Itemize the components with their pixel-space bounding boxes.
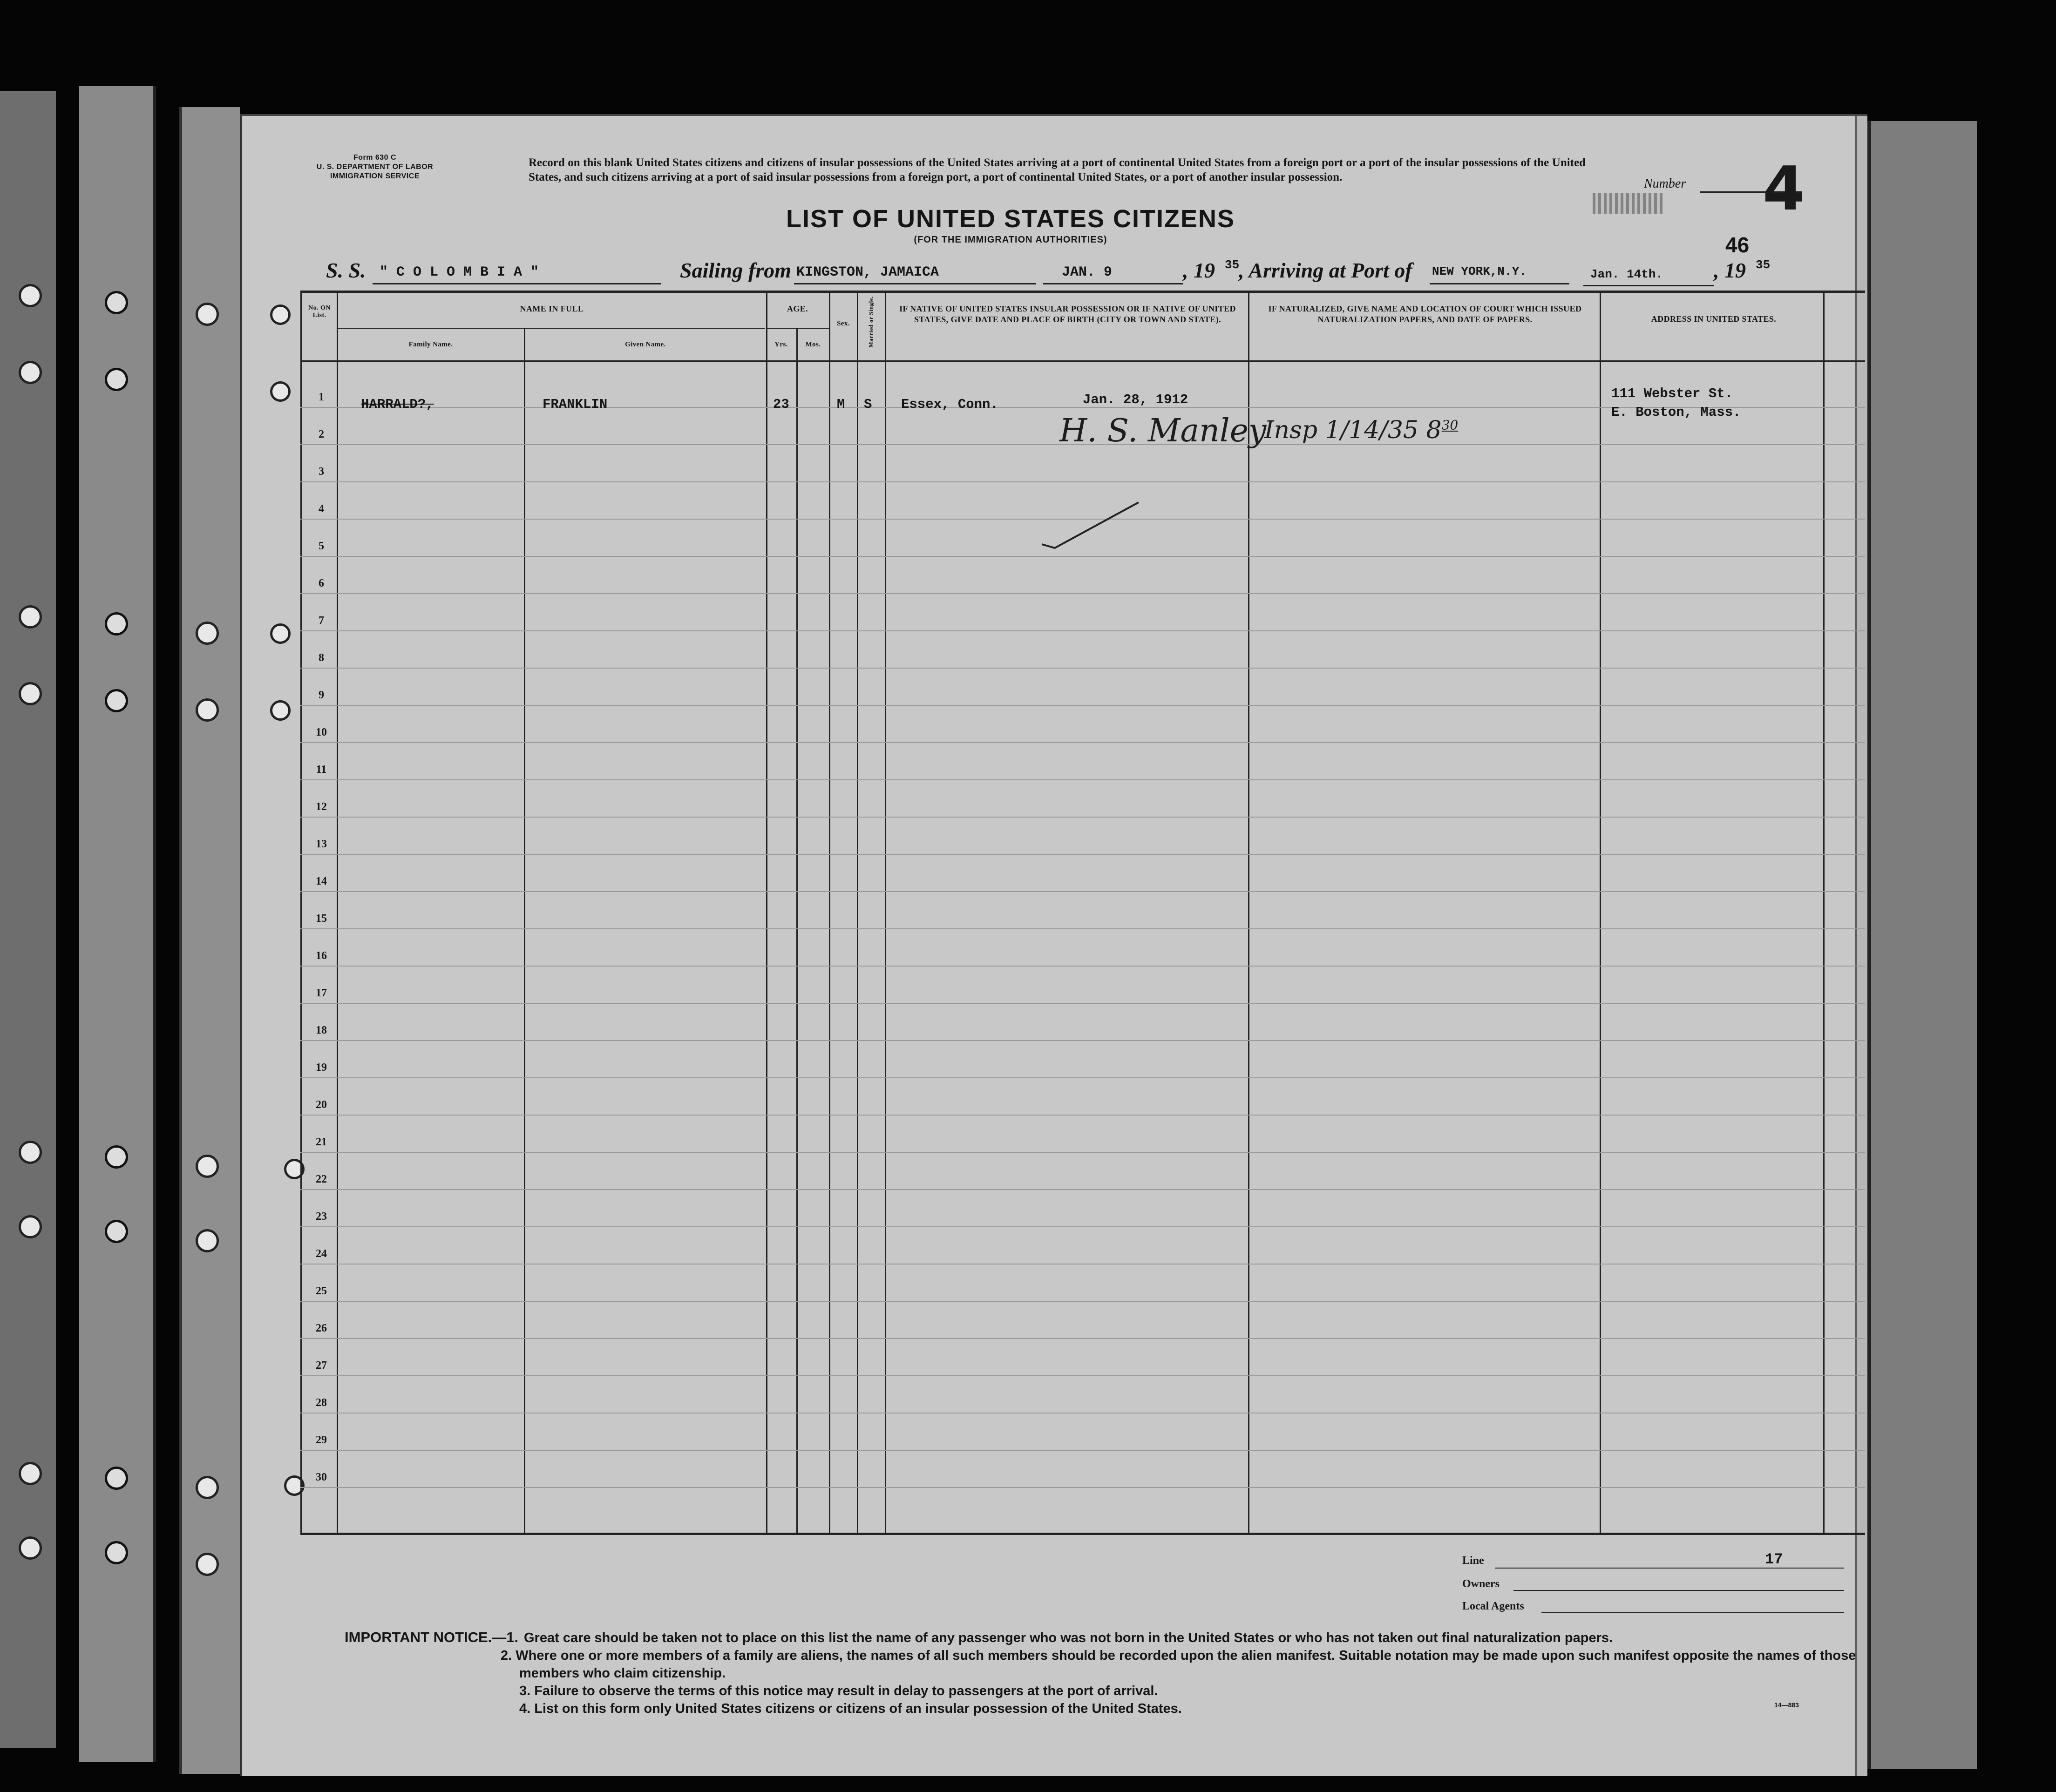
arrival-date-underline [1583, 285, 1714, 286]
punch-hole [270, 304, 291, 325]
row-number: 27 [316, 1359, 327, 1372]
punch-hole [270, 623, 291, 644]
header-family-name: Family Name. [408, 341, 453, 348]
header-sex: Sex. [837, 320, 850, 327]
punch-hole [105, 1220, 128, 1243]
row-rule [300, 1003, 1865, 1004]
punch-hole [196, 698, 219, 722]
department-name: U. S. DEPARTMENT OF LABOR [316, 163, 434, 171]
arrival-year: 35 [1756, 258, 1771, 272]
row-number: 26 [316, 1322, 327, 1334]
entry-given-name: FRANKLIN [543, 397, 608, 412]
voyage-line [242, 258, 1853, 286]
sail-year: 35 [1225, 258, 1240, 272]
header-age: AGE. [787, 304, 808, 313]
row-rule [300, 668, 1865, 669]
number-label: Number [1644, 176, 1686, 191]
sailing-label: Sailing from [680, 258, 792, 282]
header-yrs: Yrs. [774, 341, 788, 348]
inspector-signature: H. S. Manley [1059, 412, 1267, 449]
row-number: 11 [316, 764, 327, 776]
row-number: 21 [316, 1136, 327, 1148]
punch-hole [19, 361, 42, 384]
entry-sex: M [837, 397, 845, 412]
footer-owners-field [1462, 1578, 1500, 1590]
entry-birthplace: Essex, Conn. [901, 397, 998, 412]
punch-hole [19, 1536, 42, 1560]
col-divider [796, 328, 798, 1533]
row-rule [300, 1338, 1865, 1339]
sail-date: JAN. 9 [1062, 264, 1113, 280]
row-number: 9 [319, 689, 324, 701]
row-number: 2 [319, 428, 324, 440]
arrival-date: Jan. 14th. [1590, 267, 1663, 281]
line-value: 17 [1765, 1551, 1783, 1568]
col-divider [337, 291, 338, 1533]
binder-strip-left [0, 91, 56, 1748]
row-number: 22 [316, 1173, 327, 1185]
entry-birthdate: Jan. 28, 1912 [1083, 392, 1188, 407]
punch-hole [105, 1145, 128, 1169]
row-rule [300, 742, 1865, 743]
notice-heading: IMPORTANT NOTICE.—1. [345, 1629, 519, 1645]
row-number: 6 [319, 577, 324, 589]
punch-hole [19, 284, 42, 307]
row-rule [300, 630, 1865, 631]
owners-label: Owners [1462, 1578, 1500, 1590]
punch-hole [105, 612, 128, 636]
row-number: 5 [319, 540, 324, 552]
line-label: Line [1462, 1555, 1484, 1567]
row-rule [300, 481, 1865, 482]
row-number: 8 [319, 652, 324, 664]
entry-address-line1: 111 Webster St. [1611, 386, 1733, 401]
row-number: 23 [316, 1210, 327, 1223]
header-name-in-full: NAME IN FULL [520, 304, 584, 313]
number-handwritten: 4 [1763, 153, 1805, 224]
punch-hole [196, 1476, 219, 1499]
row-number: 7 [319, 615, 324, 627]
row-rule [300, 1040, 1865, 1041]
header-address: ADDRESS IN UNITED STATES. [1651, 314, 1777, 324]
punch-hole [270, 700, 291, 721]
header-married-single: Married or Single. [867, 296, 875, 348]
manifest-sheet [240, 114, 1867, 1776]
row-rule [300, 1264, 1865, 1265]
table-bottom-rule [300, 1533, 1865, 1535]
form-subtitle: (FOR THE IMMIGRATION AUTHORITIES) [914, 235, 1107, 245]
ship-name: " C O L O M B I A " [380, 264, 539, 280]
table-top-rule [300, 291, 1865, 293]
passenger-table [300, 291, 1865, 1538]
punch-hole [105, 368, 128, 391]
row-number: 29 [316, 1434, 327, 1446]
binder-strip-right [1867, 121, 1977, 1769]
arriving-label: , Arriving at Port of [1239, 258, 1412, 282]
footer-line-field [1462, 1555, 1484, 1567]
row-number: 30 [316, 1471, 327, 1483]
row-rule [300, 705, 1865, 706]
row-rule [300, 779, 1865, 780]
row-number: 17 [316, 987, 327, 999]
entry-address-line2: E. Boston, Mass. [1611, 405, 1741, 420]
row-number: 25 [316, 1285, 327, 1297]
notice-item-4: 4. List on this form only United States citizens or citizens of an insular possession of the United States. [519, 1701, 1182, 1716]
sailing-from: KINGSTON, JAMAICA [796, 264, 939, 280]
punch-hole [19, 1462, 42, 1485]
notice-item-2: 2. Where one or more members of a family are aliens, the names of all such members should be recorded upon the alien manifest. Suitable notation may be made upon such manifest opposite the names of those members who claim citizenship. [501, 1648, 1856, 1681]
row-number: 1 [319, 391, 324, 403]
owners-underline [1513, 1590, 1844, 1591]
binder-strip-middle [179, 107, 240, 1774]
punch-hole [196, 1155, 219, 1178]
sail-date-underline [1043, 283, 1183, 284]
row-number: 18 [316, 1024, 327, 1036]
form-title: LIST OF UNITED STATES CITIZENS [786, 205, 1235, 233]
row-rule [300, 1189, 1865, 1190]
row-rule [300, 1301, 1865, 1302]
row-rule [300, 1487, 1865, 1488]
col-divider [300, 291, 302, 1533]
row-rule [300, 1450, 1865, 1451]
punch-hole [105, 689, 128, 712]
ss-label: S. S. [326, 258, 366, 282]
row-number: 16 [316, 950, 327, 962]
punch-hole [19, 1141, 42, 1164]
punch-hole [196, 1229, 219, 1252]
col-divider [766, 291, 767, 1533]
row-number: 15 [316, 913, 327, 925]
inspector-note-text: Insp 1/14/35 8 [1264, 416, 1442, 444]
notice-item-3: 3. Failure to observe the terms of this notice may result in delay to passengers at the port of arrival. [519, 1684, 1158, 1698]
row-rule [300, 556, 1865, 557]
col-divider [829, 291, 830, 1533]
row-rule [300, 891, 1865, 892]
row-rule [300, 1115, 1865, 1116]
col-divider [524, 328, 525, 1533]
header-given-name: Given Name. [625, 341, 666, 348]
row-number: 3 [319, 466, 324, 478]
row-rule [300, 1226, 1865, 1227]
row-number: 20 [316, 1099, 327, 1111]
print-code: 14—883 [1774, 1701, 1799, 1709]
col-divider [1823, 291, 1825, 1533]
row-number: 24 [316, 1248, 327, 1260]
sailing-underline [794, 283, 1036, 284]
header-native-birth: IF NATIVE OF UNITED STATES INSULAR POSSESSION OR IF NATIVE OF UNITED STATES, GIVE DATE AND PLACE OF BIRTH (CITY OR TOWN AND STATE). [899, 304, 1236, 324]
row-number: 13 [316, 838, 327, 850]
entry-marital-status: S [864, 397, 872, 412]
row-number: 19 [316, 1062, 327, 1074]
agents-underline [1541, 1612, 1844, 1613]
service-name: IMMIGRATION SERVICE [330, 172, 420, 180]
punch-hole [105, 1541, 128, 1564]
row-number: 4 [319, 503, 324, 515]
port-underline [1430, 283, 1569, 284]
col-divider [1600, 291, 1601, 1533]
row-rule [300, 817, 1865, 818]
col-divider [885, 291, 886, 1533]
ship-underline [373, 283, 661, 284]
inspector-note [1264, 416, 1458, 444]
stamp-smudge [1593, 193, 1662, 214]
punch-hole [196, 303, 219, 326]
sail-year-prefix: , 19 [1183, 258, 1215, 282]
row-rule [300, 854, 1865, 855]
punch-hole [270, 381, 291, 402]
punch-hole [105, 291, 128, 314]
footer-agents-field [1462, 1600, 1524, 1613]
row-rule [300, 1077, 1865, 1078]
row-rule [300, 928, 1865, 929]
notice-list [501, 1629, 1860, 1718]
punch-hole [196, 622, 219, 645]
header-mos: Mos. [805, 341, 821, 348]
punch-hole [196, 1553, 219, 1576]
arrival-port: NEW YORK,N.Y. [1432, 264, 1527, 278]
row-rule [300, 593, 1865, 594]
inspector-note-superscript: 30 [1441, 417, 1459, 433]
form-instructions: Record on this blank United States citizens and citizens of insular possessions of the United States arriving at a port of continental United States from a foreign port or a port of the insular possessions of the United States, and such citizens arriving at a port of said insular possessions from a foreign port, a port of continental United States, or a port of another insular possession. [529, 156, 1586, 183]
stamp-number: 46 [1725, 233, 1750, 257]
entry-age-yrs: 23 [773, 397, 789, 412]
entry-family-name: HARRALD?, [361, 397, 434, 412]
header-bottom-rule [300, 360, 1865, 362]
col-divider [1248, 291, 1249, 1533]
col-divider [857, 291, 858, 1533]
row-number: 10 [316, 726, 327, 738]
header-naturalized: IF NATURALIZED, GIVE NAME AND LOCATION OF COURT WHICH ISSUED NATURALIZATION PAPERS, AND DATE OF PAPERS. [1268, 304, 1582, 324]
local-agents-label: Local Agents [1462, 1600, 1524, 1612]
binder-strip-left-inner [79, 86, 156, 1762]
row-number: 28 [316, 1397, 327, 1409]
punch-hole [19, 682, 42, 705]
punch-hole [105, 1467, 128, 1490]
row-number: 12 [316, 801, 327, 813]
name-subheader-rule [337, 328, 765, 329]
row-rule [300, 966, 1865, 967]
form-number: Form 630 C [353, 154, 397, 162]
form-identifier [307, 153, 442, 181]
notice-item-1: Great care should be taken not to place on this list the name of any passenger who was not born in the United States or who has not taken out final naturalization papers. [524, 1630, 1613, 1645]
header-no: No. ON List. [308, 304, 331, 319]
punch-hole [19, 605, 42, 629]
arrival-year-prefix: , 19 [1714, 258, 1746, 282]
check-mark [1041, 498, 1143, 554]
punch-hole [19, 1215, 42, 1238]
row-rule [300, 1375, 1865, 1376]
row-rule [300, 1152, 1865, 1153]
line-underline [1495, 1568, 1844, 1569]
row-number: 14 [316, 875, 327, 887]
